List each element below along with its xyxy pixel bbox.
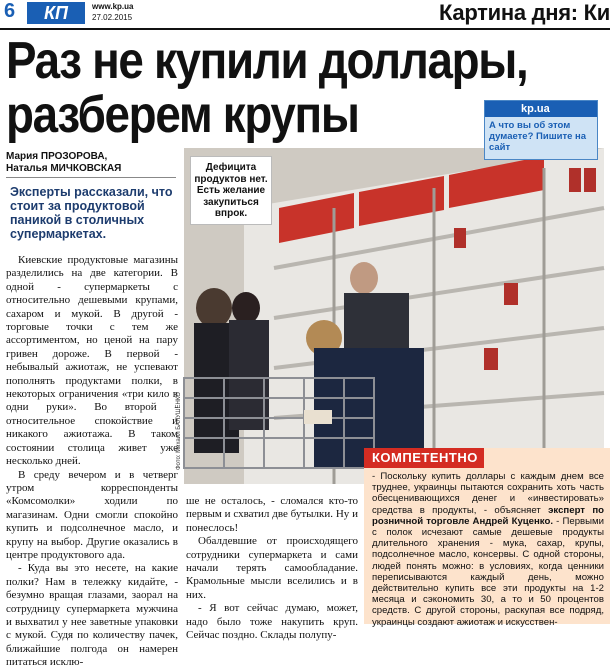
paragraph: - Куда вы это несете, на какие полки? Нам в тележку кидайте, - безумно вращая глазами, заорал на сотрудницу супермаркета мужчина и выхватил у нее заветные упаковки с мукой. Судя по количеству пачек, ближайшие полгода он намерен питаться исклю-: [6, 562, 178, 669]
photo-credit: Фото: Михаил БАЛУШЕНКО: [176, 392, 182, 470]
headline-line-2: разберем крупы: [6, 86, 359, 144]
promo-title: kp.ua: [485, 101, 597, 117]
text-column-2: [186, 495, 358, 642]
photo-caption: Дефицита продуктов нет. Есть желание закупиться впрок.: [190, 156, 272, 225]
article-lead: Эксперты рассказали, что стоит за продуктовой паникой в столичных супермаркетах.: [10, 185, 173, 241]
expert-sidebar: [364, 448, 610, 628]
section-rubric: Картина дня: Ки: [439, 0, 610, 25]
page-number: 6: [4, 0, 16, 22]
article-headline: [6, 34, 534, 142]
page-header: [0, 0, 610, 30]
paragraph: Киевские продуктовые магазины разделились на две категории. В одной - супермаркеты с относительно дешевыми крупами, сахаром и мукой. В другой - торговые точки с тем же ассортиментом, но ценой на пару гривен дороже. В первой - небывалый ажиотаж, не успевают пополнять продуктами полки, в некоторых ограничения «три кило в одни руки». Во второй - относительное спокойствие и никакого ажиотажа. В таком состоянии столица живет уже несколько дней.: [6, 254, 178, 468]
paragraph: - Я вот сейчас думаю, может, надо было тоже накупить круп. Сейчас поздно. Склады полупу-: [186, 602, 358, 642]
expert-title: КОМПЕТЕНТНО: [364, 448, 484, 468]
site-url: www.kp.ua: [92, 2, 134, 11]
expert-name: эксперт по розничной торговле Андрей Куценко.: [372, 504, 604, 527]
paragraph: ше не осталось, - сломался кто-то первым и схватил две бутылки. Ну и понеслось!: [186, 495, 358, 534]
authors: [6, 151, 121, 175]
expert-text-body: - Первыми с полок исчезают самые дешевые продукты длительного хранения - мука, сахар, крупы, подсолнечное масло, консервы. С одной стороны, людей понять можно: в условиях, когда ценники переписываются каждый день, можно действительно купить все эти продукты на 1-2 месяца и сэкономить 30, а то и 50 процентов средств. С другой стороны, раскупая все подряд, украинцы создают ажиотаж и искусствен-: [372, 515, 604, 628]
expert-text-intro: - Поскольку купить доллары с каждым днем все труднее, украинцы пытаются сохранить хоть часть обесценивающихся денег и «инвестировать» средства в продукты, - объясняет: [372, 471, 604, 516]
author-2: Наталья МИЧКОВСКАЯ: [6, 163, 122, 174]
newspaper-logo: КП: [27, 2, 85, 24]
paragraph: Обалдевшие от происходящего сотрудники супермаркета и сами начали терять самообладание. Крамольные мысли вселились и в них.: [186, 535, 358, 601]
divider: [6, 177, 176, 178]
promo-text: А что вы об этом думаете? Пишите на сайт: [489, 120, 587, 153]
text-column-1: [6, 254, 178, 669]
headline-line-1: Раз не купили доллары,: [6, 32, 528, 90]
paragraph: В среду вечером и в четверг утром корреспонденты «Комсомолки» ходили по магазинам. Одни смогли спокойно купить и подсолнечное масло, и крупу на выбор. Другие оказались в центре продуктового ада.: [6, 468, 178, 561]
issue-date: 27.02.2015: [92, 13, 133, 22]
website-promo-box[interactable]: [484, 100, 598, 160]
author-1: Мария ПРОЗОРОВА,: [6, 151, 108, 162]
expert-text: [364, 468, 610, 628]
